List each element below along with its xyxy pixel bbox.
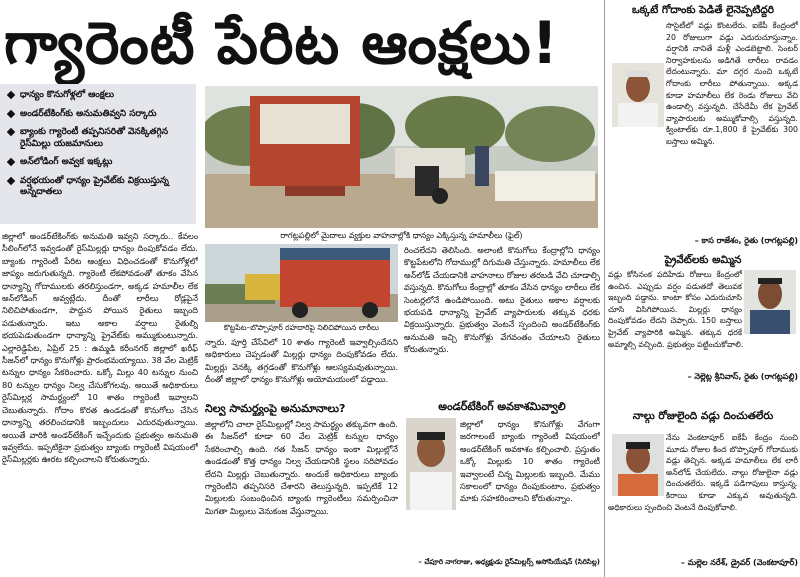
sidebar-3-byline: – మల్లెల నరేశ్, డ్రైవర్ (వెంకటాపూర్)	[680, 558, 798, 567]
sidebar-2-text: వడ్లు కోసినంక పదిహేడు రోజులు కేంద్రంలో ఉంచిన. ఎప్పుడు వర్షం పడుతదో తెలువక ఇబ్బంది పడ్డాను. కాంటా కోసం ఎదురుచూసి చూసి విసిగిపోయిన. మిల్లర్లు ధాన్యం దింపుకోవడం లేదని చెప్పారు. 150 బస్తాలు ప్రైవేట్‌ వ్యాపారికి అమ్మిన. తక్కువ ధరకే అమ్మాల్సి వచ్చింది. ప్రభుత్వం పట్టించుకోవాలి.	[608, 269, 798, 367]
summary-item: అండర్‌టేకింగ్‌కు అనుమతివ్వని సర్కారు	[8, 109, 192, 121]
photo-loading-grain	[205, 86, 598, 228]
photo-bottom-caption: కొట్టపేట–బొప్పాపూర్‌ రహదారిపై నిలిచిపోయిన లారీలు	[224, 323, 379, 332]
summary-item: బ్యాంకు గ్యారెంటీ తప్పనిసరితో వెనక్కితగ్గిన రైస్‌మిల్లు యజమానులు	[8, 127, 192, 150]
photo-top-caption: రాగట్లపల్లిలో మైదాలు వ్యక్తుల వాహనాల్లోకి ధాన్యం ఎక్కిస్తున్న హమాలీలు (ఫైల్‌)	[280, 231, 523, 240]
sidebar-3-float-spacer	[608, 432, 666, 498]
sidebar-2-title: ప్రైవేట్‌లకు అమ్మిన	[664, 254, 742, 266]
sidebar-1-title: ఒక్కటే గోదాంకు పెడితే లైనెప్పటిద్దరి	[631, 4, 775, 16]
rice-miller-byline: – చేపూరి నాగరాజు, అధ్యక్షుడు రైస్‌మిల్లర్స్ అసోసియేషన్ (సిరిసిల్ల)	[418, 558, 600, 566]
column-divider	[604, 0, 605, 577]
photo-loading-grain-illustration	[205, 86, 598, 228]
article-column-2: న్నారు. పూర్తి చేసేవిలో 10 శాతం గ్యారెంటీ ఇవ్వాల్సిందేనని అధికారులు చెప్పడంతో మిల్లర్లు ధాన్యం దింపుకోవడం లేదు. మిల్లర్లు వెనక్కి తగ్గడంతో కొనుగోళ్లు ఆలస్యమవుతున్నాయి. దీంతో జిల్లాలో ధాన్యం కొనుగోళ్లు అయోమయంలో పడ్డాయి.	[205, 337, 398, 385]
sidebar-3-text: నేను వెంకటాపూర్‌ ఐకేపీ కేంద్రం నుంచి మూడు రోజుల కింద బొప్పాపూర్‌ గోదాముకు వడ్లు తెచ్చిన. అక్కడ హమాలీలు లేక లారీ అన్‌లోడ్‌ చేయలేదు. నాల్గు రోజులైనా వడ్లు దించుతలేరు. ఇక్కడే పడిగాపులు కాస్తున్న. కిరాయి కూడా ఎక్కువ అవుతున్నది. అధికారులు స్పందించి వెంటనే దింపుకోవాలి.	[608, 433, 798, 512]
column-2-subheading: నిల్వ సామర్థ్యంపై అనుమానాలు?	[205, 402, 346, 415]
column-3-subheading: అండర్‌టేకింగ్‌ అవకాశమివ్వాలి	[438, 400, 566, 413]
sidebar-1-byline: – కాస రాజేశం, రైతు (రాగట్లపల్లి)	[694, 236, 798, 245]
rice-miller-quote: జిల్లాలో ధాన్యం కొనుగోళ్లు వేగంగా జరగాలంటే బ్యాంకు గ్యారెంటీ విషయంలో అండర్‌టేకింగ్‌ అవకాశం కల్పించాలి. ప్రస్తుతం ఒక్కో మిల్లుకు 10 శాతం గ్యారెంటీ ఇవ్వాలంటే చిన్న మిల్లులకు ఇబ్బంది. మేము సకాలంలో ధాన్యం దింపుకుంటాం. ప్రభుత్వం మాకు సహకరించాలని కోరుతున్నాం.	[460, 419, 600, 504]
diamond-bullet-icon	[7, 158, 15, 166]
sidebar-1-text: సొసైటీలో వడ్లు కొంటలేరు. ఐకేపీ కేంద్రంలో 20 రోజులుగా వడ్లు ఎదురుచూస్తున్నాం. వర్షానికి నానితే మళ్లీ ఎండబెట్టాలి. సెంటర్ నిర్వాహకులను అడిగితే లారీలు రావడం లేదంటున్నారు. మా దగ్గర నుంచి ఒక్కటే గోదాంకు లారీలు పోతున్నాయి. అక్కడ కూడా హమాలీలు లేక రెండు రోజులు వేచి ఉండాల్సి వస్తున్నది. చేసేదేమీ లేక ప్రైవేట్‌ వ్యాపారులకు అమ్ముకోవాల్సి వస్తున్నది. క్వింటాల్‌కు రూ.1,800 కే ప్రైవేట్‌కు 300 బస్తాలు అమ్మిన.	[608, 20, 798, 232]
diamond-bullet-icon	[7, 109, 15, 117]
article-column-2-continued: జిల్లాలోని చాలా రైస్‌మిల్లుల్లో నిల్వ సామర్థ్యం తక్కువగా ఉంది. ఈ సీజన్‌లో కూడా 60 వేల మెట్రిక్‌ టన్నుల ధాన్యం సేకరించాల్సి ఉంది. గత సీజన్‌ ధాన్యం ఇంకా మిల్లుల్లోనే ఉండడంతో కొత్త ధాన్యం నిల్వ చేయడానికి స్థలం సరిపోవడం లేదని మిల్లర్లు చెబుతున్నారు. అందుకే అధికారులు బ్యాంకు గ్యారెంటీని తప్పనిసరి చేశారని తెలుస్తున్నది. ఇప్పటికే 12 మిల్లులకు సంబంధించిన బ్యాంకు గ్యారెంటీలు సమర్పించినా మిగతా మిల్లులు వెనుకంజ వేస్తున్నాయి.	[205, 419, 398, 516]
sidebar-3-title: నాల్గు రోజులైంది వడ్లు దించుతలేరు	[632, 410, 774, 422]
diamond-bullet-icon	[7, 91, 15, 99]
article-column-3: రించలేదని తెలిసింది. అలాంటి కొనుగోలు కేంద్రాల్లోని ధాన్యం కొట్టపేటలోని గోదాముల్లో దిగుమతి చేస్తున్నారు. హమాలీలు లేక అన్‌లోడ్‌ చేయడానికి వాహనాలు రోజుల తరబడి వేచి చూడాల్సి వస్తున్నది. కొనుగోలు కేంద్రాల్లో తూకం వేసిన ధాన్యం లారీలు లేక సెంటర్లలోనే ఉండిపోయింది. అటు రైతులు అకాల వర్షాలకు భయపడి ధాన్యాన్ని ప్రైవేట్‌ వ్యాపారులకు తక్కువ ధరకు విక్రయిస్తున్నారు. ప్రభుత్వం వెంటనే స్పందించి అండర్‌టేకింగ్‌కు అనుమతి ఇచ్చి కొనుగోళ్లు వేగవంతం చేయాలని రైతులు కోరుతున్నారు.	[404, 245, 600, 355]
sidebar-1-float-spacer	[608, 62, 666, 170]
summary-item: వర్షభయంతో ధాన్యం ప్రైవేట్‌కు విక్రయిస్తున్న అన్నదాతలు	[8, 176, 192, 199]
portrait-rice-miller-illustration	[406, 418, 456, 510]
summary-item: ధాన్యం కొనుగోళ్లలో ఆంక్షలు	[8, 90, 192, 102]
portrait-rice-miller	[406, 418, 456, 510]
sidebar-2-float-spacer	[742, 269, 798, 335]
page-headline: గ్యారెంటీ పేరిట ఆంక్షలు!	[4, 9, 559, 77]
diamond-bullet-icon	[7, 128, 15, 136]
summary-box	[0, 84, 196, 224]
diamond-bullet-icon	[7, 176, 15, 184]
photo-trucks	[205, 244, 398, 322]
summary-item: అన్‌లోడింగ్‌ అవ్వక ఇక్కట్లు	[8, 157, 192, 169]
sidebar-2-byline: – నెల్లెట్ల శ్రీనివాస్, రైతు (రాగట్లపల్లి)	[687, 372, 798, 381]
article-column-1: జిల్లాలో అండర్‌టేకింగ్‌కు అనుమతి ఇవ్వని సర్కారు.. కేవలం సీలింగ్‌లోనే ఇవ్వడంతో రైస్‌మిల్లర్లు ధాన్యం దింపుకోవడం లేదు. బ్యాంకు గ్యారెంటీ పేరిట ఆంక్షలు విధించడంతో కొనుగోళ్లలో జాప్యం జరుగుతున్నది. గ్యారెంటీ లేకపోవడంతో తూకం వేసిన ధాన్యాన్ని గోదాములకు తరలిస్తుండగా, అక్కడ హమాలీల లేక అన్‌లోడింగ్ అవ్వట్లేదు. దీంతో లారీలు రోడ్లపైనే నిలిచిపోతుండగా, పొద్దున పోయిన రైతులు ఇబ్బంది పడుతున్నారు. ఇటు అకాల వర్షాలు రైతుల్ని భయపెడుతుండగా ధాన్యాన్ని ప్రైవేట్‌కు అమ్ముకుంటున్నారు. ఎల్లారెడ్డిపేట, ఏప్రిల్ 25 : ఉమ్మడి కరీంనగర్‌ జిల్లాలో ఖరీఫ్‌ సీజన్‌లో ధాన్యం కొనుగోళ్లు ప్రారంభమయ్యాయి. 38 వేల మెట్రిక్ టన్నుల ధాన్యం సేకరించారు. ఒక్కో మిల్లు 40 టన్నుల నుంచి 80 టన్నుల ధాన్యం నిల్వ చేసుకోగలవు. అయితే అధికారులు రైస్‌మిల్లర్ల సామర్థ్యంలో 10 శాతం గ్యారెంటీ ఇవ్వాలని చెబుతున్నారు. గోదాం కొరత ఉండడంతో కొనుగోలు చేసిన ధాన్యాన్ని తరలించడానికి ఇబ్బందులు ఎదురవుతున్నాయి. అయితే వారికి అండర్‌టేకింగ్‌ ఇచ్చేందుకు ప్రభుత్వం అనుమతి ఇవ్వలేదు. ఇప్పటికైనా ప్రభుత్వం బ్యాంకు గ్యారెంటీ విషయంలో రైస్‌మిల్లర్లకు ఊరట కల్పించాలని కోరుతున్నారు.	[2, 231, 198, 465]
photo-trucks-illustration	[205, 244, 398, 322]
